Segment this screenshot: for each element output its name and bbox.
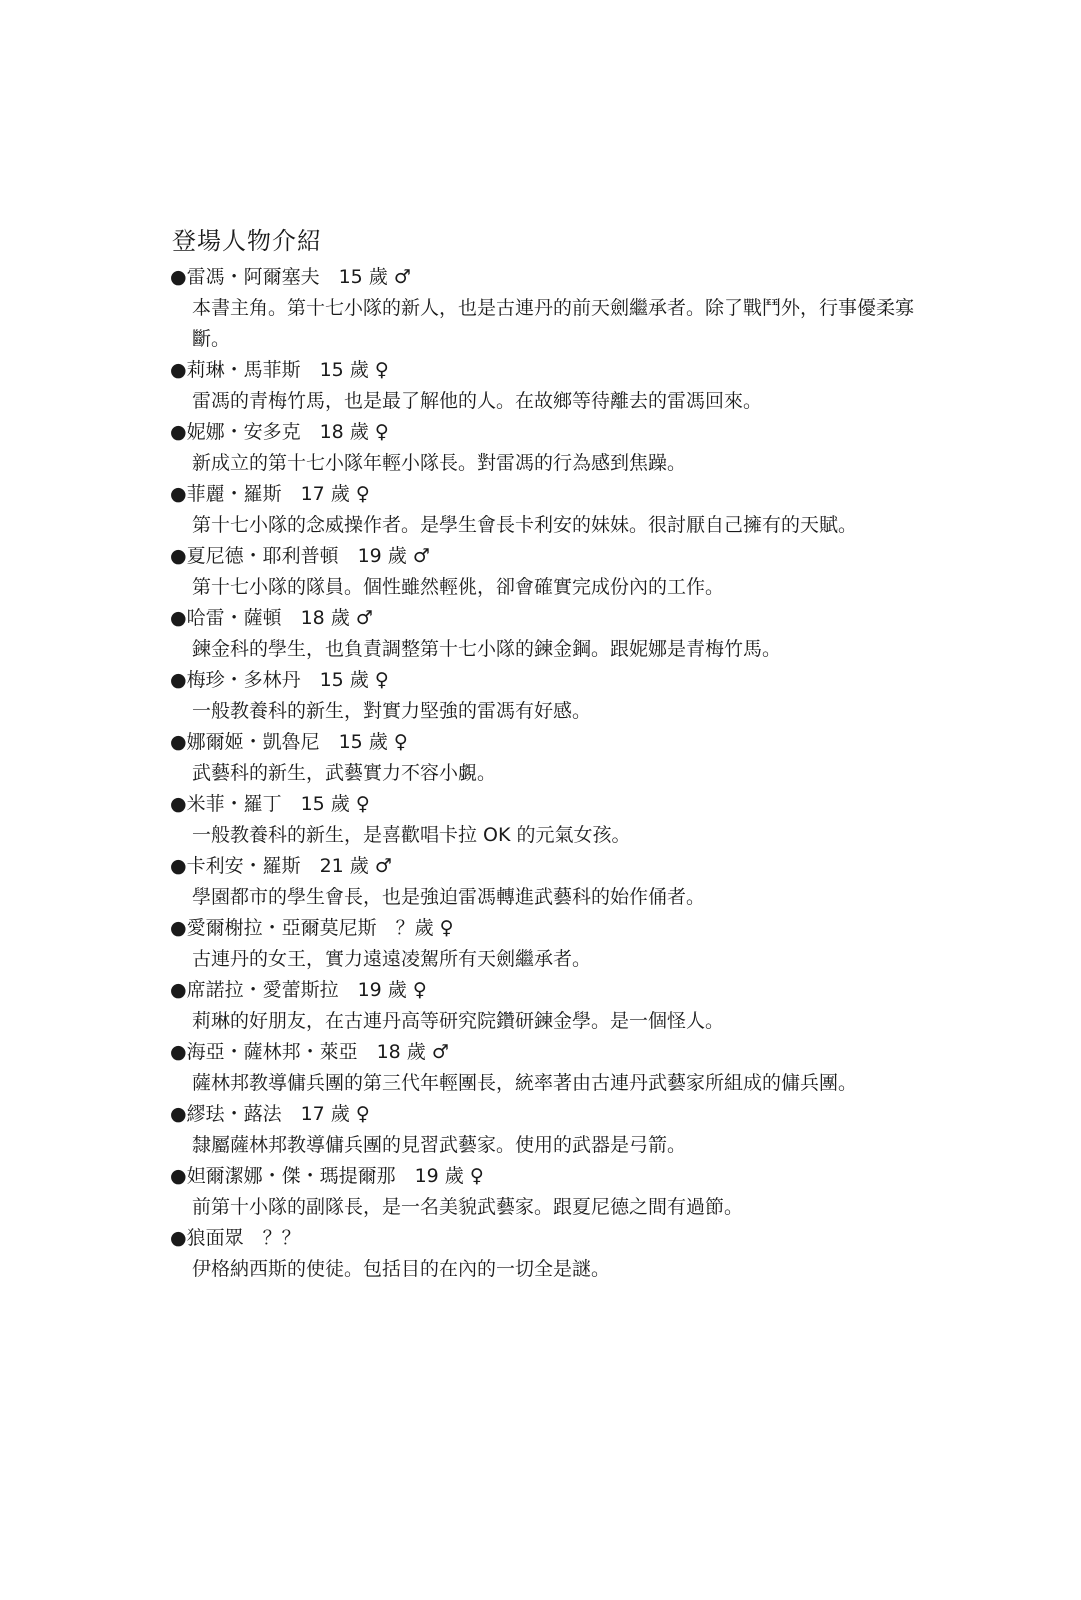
character-name: 狼面眾 ？？: [186, 1227, 301, 1249]
bullet-icon: ●: [170, 483, 187, 505]
character-name: 雷馮・阿爾塞夫 15 歲 ♂: [186, 266, 411, 288]
character-description: 薩林邦教導傭兵團的第三代年輕團長，統率著由古連丹武藝家所組成的傭兵團。: [192, 1072, 858, 1094]
character-entry: [170, 603, 950, 665]
character-name-line: [170, 1223, 950, 1254]
character-description: 一般教養科的新生，是喜歡唱卡拉 OK 的元氣女孩。: [192, 824, 631, 846]
character-entry: [170, 1099, 950, 1161]
character-name-line: [170, 262, 950, 293]
bullet-icon: ●: [170, 607, 187, 629]
character-name-line: [170, 1099, 950, 1130]
character-name-line: [170, 603, 950, 634]
character-name: 菲麗・羅斯 17 歲 ♀: [186, 483, 370, 505]
character-name-line: [170, 417, 950, 448]
character-name-line: [170, 665, 950, 696]
character-name-line: [170, 789, 950, 820]
character-name-line: [170, 355, 950, 386]
bullet-icon: ●: [170, 545, 187, 567]
character-name: 妲爾潔娜・傑・瑪提爾那 19 歲 ♀: [186, 1165, 484, 1187]
character-description: 隸屬薩林邦教導傭兵團的見習武藝家。使用的武器是弓箭。: [192, 1134, 687, 1156]
character-description: 前第十小隊的副隊長，是一名美貌武藝家。跟夏尼德之間有過節。: [192, 1196, 744, 1218]
character-name-line: [170, 1161, 950, 1192]
character-name: 娜爾姬・凱魯尼 15 歲 ♀: [186, 731, 408, 753]
character-entry: [170, 1037, 950, 1099]
character-name: 哈雷・薩頓 18 歲 ♂: [186, 607, 373, 629]
bullet-icon: ●: [170, 1041, 187, 1063]
character-name: 莉琳・馬菲斯 15 歲 ♀: [186, 359, 389, 381]
character-description: 鍊金科的學生，也負責調整第十七小隊的鍊金鋼。跟妮娜是青梅竹馬。: [192, 638, 782, 660]
character-name: 梅珍・多林丹 15 歲 ♀: [186, 669, 389, 691]
character-description: 雷馮的青梅竹馬，也是最了解他的人。在故鄉等待離去的雷馮回來。: [192, 390, 763, 412]
bullet-icon: ●: [170, 1227, 187, 1249]
character-name-line: [170, 975, 950, 1006]
character-description: 第十七小隊的隊員。個性雖然輕佻，卻會確實完成份內的工作。: [192, 576, 725, 598]
character-name-line: [170, 1037, 950, 1068]
bullet-icon: ●: [170, 1103, 187, 1125]
character-name-line: [170, 913, 950, 944]
bullet-icon: ●: [170, 855, 187, 877]
character-entry: [170, 1223, 950, 1285]
character-description: 古連丹的女王，實力遠遠凌駕所有天劍繼承者。: [192, 948, 592, 970]
bullet-icon: ●: [170, 359, 187, 381]
character-entry: [170, 479, 950, 541]
character-description: 新成立的第十七小隊年輕小隊長。對雷馮的行為感到焦躁。: [192, 452, 687, 474]
bullet-icon: ●: [170, 1165, 187, 1187]
character-name: 繆珐・蕗法 17 歲 ♀: [186, 1103, 370, 1125]
character-entry: [170, 913, 950, 975]
character-entry: [170, 851, 950, 913]
bullet-icon: ●: [170, 793, 187, 815]
character-entry: [170, 665, 950, 727]
character-description: 伊格納西斯的使徒。包括目的在內的一切全是謎。: [192, 1258, 611, 1280]
bullet-icon: ●: [170, 731, 187, 753]
page-title: 登場人物介紹: [172, 227, 322, 255]
character-name: 米菲・羅丁 15 歲 ♀: [186, 793, 370, 815]
character-entry: [170, 262, 950, 355]
character-entry: [170, 789, 950, 851]
bullet-icon: ●: [170, 979, 187, 1001]
character-description: 第十七小隊的念威操作者。是學生會長卡利安的妹妹。很討厭自己擁有的天賦。: [192, 514, 858, 536]
character-description: 武藝科的新生，武藝實力不容小覷。: [192, 762, 497, 784]
character-name: 海亞・薩林邦・萊亞 18 歲 ♂: [186, 1041, 449, 1063]
character-entry: [170, 417, 950, 479]
character-entry: [170, 1161, 950, 1223]
character-entry: [170, 541, 950, 603]
character-entry: [170, 355, 950, 417]
character-name: 妮娜・安多克 18 歲 ♀: [186, 421, 389, 443]
character-name-line: [170, 851, 950, 882]
bullet-icon: ●: [170, 266, 187, 288]
character-description: 本書主角。第十七小隊的新人，也是古連丹的前天劍繼承者。除了戰鬥外，行事優柔寡斷。: [192, 297, 915, 350]
character-name-line: [170, 727, 950, 758]
character-name: 夏尼德・耶利普頓 19 歲 ♂: [186, 545, 430, 567]
character-description: 一般教養科的新生，對實力堅強的雷馮有好感。: [192, 700, 592, 722]
bullet-icon: ●: [170, 669, 187, 691]
bullet-icon: ●: [170, 421, 187, 443]
character-description: 莉琳的好朋友，在古連丹高等研究院鑽研鍊金學。是一個怪人。: [192, 1010, 725, 1032]
character-name: 卡利安・羅斯 21 歲 ♂: [186, 855, 392, 877]
character-name-line: [170, 541, 950, 572]
character-entry: [170, 727, 950, 789]
character-list: [170, 262, 950, 1285]
character-name: 席諾拉・愛蕾斯拉 19 歲 ♀: [186, 979, 427, 1001]
character-name-line: [170, 479, 950, 510]
bullet-icon: ●: [170, 917, 187, 939]
character-name: 愛爾榭拉・亞爾莫尼斯 ？歲 ♀: [186, 917, 454, 939]
character-description: 學園都市的學生會長，也是強迫雷馮轉進武藝科的始作俑者。: [192, 886, 706, 908]
character-entry: [170, 975, 950, 1037]
